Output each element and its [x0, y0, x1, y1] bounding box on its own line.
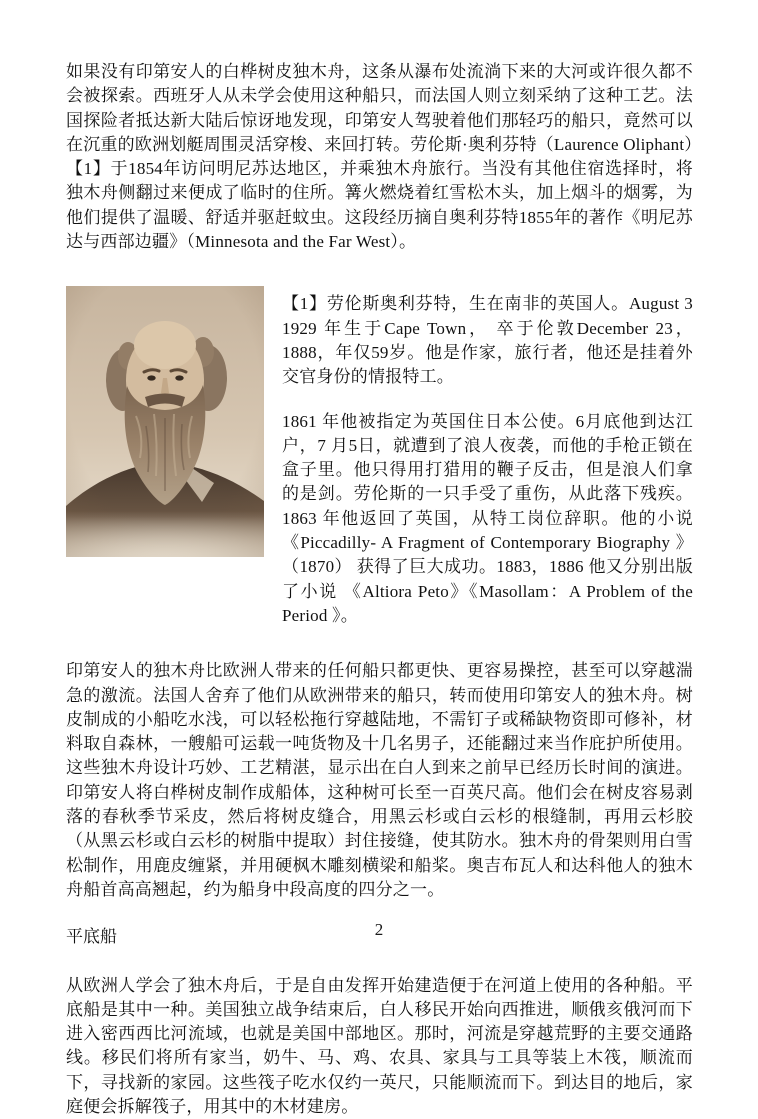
portrait-photo [66, 286, 264, 557]
intro-paragraph: 如果没有印第安人的白桦树皮独木舟，这条从瀑布处流淌下来的大河或许很久都不会被探索。西班牙人从未学会使用这种船只，而法国人则立刻采纳了这种工艺。法国探险者抵达新大陆后惊讶地发现，印第安人驾驶着他们那轻巧的船只，竟然可以在沉重的欧洲划艇周围灵活穿梭、来回打转。劳伦斯·奥利芬特（Laurence Oliphant）【1】于1854年访问明尼苏达地区，并乘独木舟旅行。当没有其他住宿选择时，将独木舟侧翻过来便成了临时的住所。篝火燃烧着红雪松木头，加上烟斗的烟雾，为他们提供了温暖、舒适并驱赶蚊虫。这段经历摘自奥利芬特1855年的著作《明尼苏达与西部边疆》（Minnesota and the Far West）。 [66, 60, 693, 254]
section-heading-flatboat: 平底船 [66, 925, 693, 949]
canoe-paragraph: 印第安人的独木舟比欧洲人带来的任何船只都更快、更容易操控，甚至可以穿越湍急的激流。法国人舍弃了他们从欧洲带来的船只，转而使用印第安人的独木舟。树皮制成的小船吃水浅，可以轻松拖行穿越陆地，不需钉子或稀缺物资即可修补，材料取自森林，一艘船可运载一吨货物及十几名男子，还能翻过来当作庇护所使用。这些独木舟设计巧妙、工艺精湛，显示出在白人到来之前早已经历长时间的演进。印第安人将白桦树皮制作成船体，这种树可长至一百英尺高。他们会在树皮容易剥落的春秋季节采皮，然后将树皮缝合，用黑云杉或白云杉的根缝制，再用云杉胶（从黑云杉或白云杉的树脂中提取）封住接缝，使其防水。独木舟的骨架则用白雪松制作，用鹿皮缠紧，并用硬枫木雕刻横梁和船桨。奥吉布瓦人和达科他人的独木舟船首高高翘起，约为船身中段高度的四分之一。 [66, 659, 693, 902]
footnote-paragraph-1: 【1】劳伦斯奥利芬特，生在南非的英国人。August 3 1929 年生于Cape Town， 卒于伦敦December 23，1888，年仅59岁。他是作家，旅行者，他还是挂着外交官身份的情报特工。 [282, 292, 693, 389]
figure-row [66, 286, 693, 628]
footnote-column [282, 286, 693, 628]
flatboat-paragraph: 从欧洲人学会了独木舟后，于是自由发挥开始建造便于在河道上使用的各种船。平底船是其中一种。美国独立战争结束后，白人移民开始向西推进，顺俄亥俄河而下进入密西西比河流域，也就是美国中部地区。那时，河流是穿越荒野的主要交通路线。移民们将所有家当，奶牛、马、鸡、农具、家具与工具等装上木筏，顺流而下，寻找新的家园。这些筏子吃水仅约一英尺，只能顺流而下。到达目的地后，家庭便会拆解筏子，用其中的木材建房。 [66, 974, 693, 1119]
footnote-paragraph-2: 1861 年他被指定为英国住日本公使。6月底他到达江户，7 月5日，就遭到了浪人夜袭，而他的手枪正锁在盒子里。他只得用打猎用的鞭子反击，但是浪人们拿的是剑。劳伦斯的一只手受了重伤，从此落下残疾。1863 年他返回了英国，从特工岗位辞职。他的小说《Piccadilly- A Fragment of Contemporary Biography 》（1870） 获得了巨大成功。1883，1886 他又分别出版了小说 《Altiora Peto》《Masollam：A Problem of the Period 》。 [282, 410, 693, 629]
portrait-photo-image [66, 286, 264, 557]
page-number: 2 [0, 920, 758, 940]
